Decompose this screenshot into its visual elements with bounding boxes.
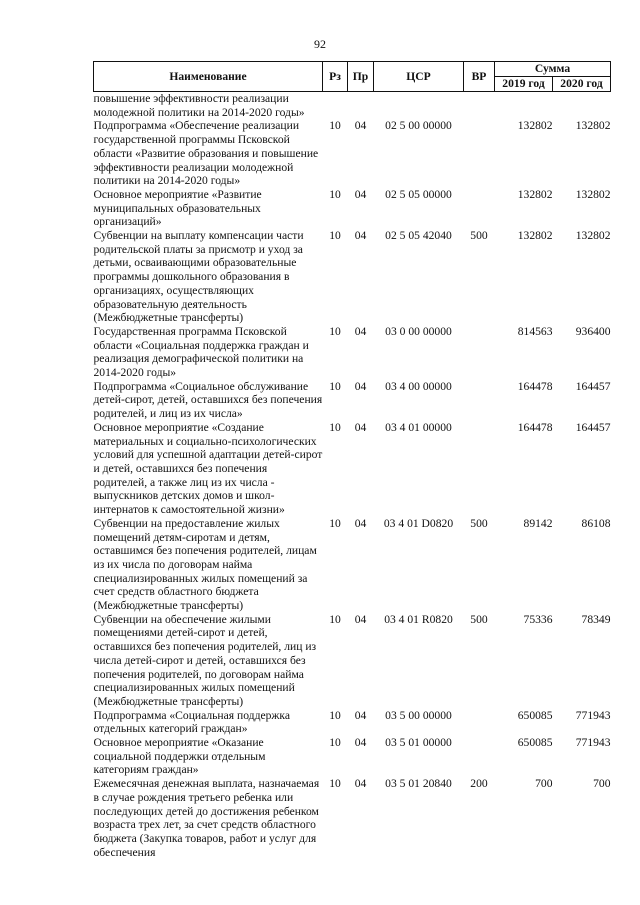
table-row [94, 325, 611, 380]
row-vr [464, 421, 495, 517]
row-vr: 500 [470, 516, 488, 530]
row-sum-2019: 700 [535, 777, 553, 791]
row-sum-2020: 132802 [575, 229, 611, 243]
table-body [94, 92, 611, 860]
table-row [94, 777, 611, 859]
row-rz [323, 92, 348, 120]
row-csr: 03 5 00 00000 [385, 708, 452, 722]
row-vr: 500 [470, 229, 488, 243]
row-vr [464, 736, 495, 777]
row-sum-2019: 650085 [517, 736, 553, 750]
header-vr: ВР [464, 62, 495, 92]
header-rz: Рз [323, 62, 348, 92]
row-sum-2019: 132802 [517, 187, 553, 201]
row-rz: 10 [329, 777, 341, 791]
row-sum-2020: 700 [593, 777, 611, 791]
row-csr: 02 5 05 00000 [385, 187, 452, 201]
row-sum-2020: 771943 [575, 736, 611, 750]
table-row [94, 709, 611, 736]
row-rz: 10 [329, 187, 341, 201]
row-pr: 04 [354, 379, 367, 393]
row-name: повышение эффективности реализации молодежной политики на 2014-2020 годы» [93, 92, 305, 119]
row-sum-2020: 164457 [575, 379, 611, 393]
row-vr [464, 92, 495, 120]
header-sum: Сумма [495, 62, 611, 77]
row-name: Субвенции на выплату компенсации части родительской платы за присмотр и уход за детьми, осваивающими образовательные программы дошкольного образования в организациях, осуществляющих образовательную деятельность (Межбюджетные трансферты) [93, 229, 304, 325]
row-csr: 02 5 00 00000 [385, 119, 452, 133]
row-pr: 04 [354, 516, 367, 530]
table-row [94, 380, 611, 421]
table-row [94, 517, 611, 613]
row-sum-2020: 78349 [581, 612, 611, 626]
row-csr: 03 4 01 R0820 [384, 612, 453, 626]
row-sum-2019: 132802 [517, 119, 553, 133]
row-name: Государственная программа Псковской области «Социальная поддержка граждан и реализация демографической политики на 2014-2020 годы» [93, 324, 309, 380]
row-rz: 10 [329, 229, 341, 243]
row-sum-2020 [553, 92, 611, 120]
row-name: Основное мероприятие «Создание материальных и социально-психологических условий для успешной адаптации детей-сирот и детей, оставшихся без попечения родителей, а также лиц из их числа - выпускников детских домов и школ-интернатов к самостоятельной жизни» [93, 420, 323, 517]
table-row [94, 188, 611, 229]
row-sum-2020: 132802 [575, 119, 611, 133]
row-rz: 10 [329, 379, 341, 393]
table-header [94, 62, 611, 92]
row-csr: 03 4 01 00000 [385, 420, 452, 434]
row-vr [464, 119, 495, 188]
row-sum-2019: 164478 [517, 379, 553, 393]
row-rz: 10 [329, 324, 341, 338]
row-rz: 10 [329, 612, 341, 626]
row-pr: 04 [354, 119, 367, 133]
row-rz: 10 [329, 708, 341, 722]
row-vr [464, 380, 495, 421]
row-sum-2020: 86108 [581, 516, 611, 530]
header-csr: ЦСР [374, 62, 464, 92]
table-row [94, 613, 611, 709]
row-name: Ежемесячная денежная выплата, назначаемая в случае рождения третьего ребенка или последующих детей до достижения ребенком возраста трех лет, за счет средств областного бюджета (Закупка товаров, работ и услуг для обеспечения [93, 777, 320, 859]
table-row [94, 92, 611, 120]
row-csr [374, 92, 464, 120]
row-name: Субвенции на обеспечение жилыми помещениями детей-сирот и детей, оставшихся без попечения родителей, лиц из числа детей-сирот и детей, оставшихся без попечения родителей, по договорам найма специализированных жилых помещений (Межбюджетные трансферты) [93, 612, 317, 708]
row-sum-2019: 164478 [517, 420, 553, 434]
row-name: Подпрограмма «Социальное обслуживание детей-сирот, детей, оставшихся без попечения родителей, и лиц из их числа» [93, 379, 323, 421]
table-row [94, 421, 611, 517]
budget-table [93, 61, 611, 859]
row-pr: 04 [354, 777, 367, 791]
row-pr [348, 92, 374, 120]
row-csr: 03 4 01 D0820 [383, 516, 454, 530]
row-sum-2020: 164457 [575, 420, 611, 434]
row-pr: 04 [354, 187, 367, 201]
header-year-2020: 2020 год [553, 77, 611, 92]
row-sum-2019: 132802 [517, 229, 553, 243]
row-name: Основное мероприятие «Развитие муниципальных образовательных организаций» [93, 187, 262, 229]
table-row [94, 736, 611, 777]
row-vr [464, 188, 495, 229]
row-sum-2019: 650085 [517, 708, 553, 722]
row-vr [464, 709, 495, 736]
row-name: Субвенции на предоставление жилых помещений детям-сиротам и детям, оставшимся без попечения родителей, лицам из их числа по договорам найма специализированных жилых помещений за счет средств областного бюджета (Межбюджетные трансферты) [93, 516, 317, 613]
row-pr: 04 [354, 736, 367, 750]
row-sum-2020: 132802 [575, 187, 611, 201]
row-rz: 10 [329, 736, 341, 750]
header-year-2019: 2019 год [495, 77, 553, 92]
row-vr [464, 325, 495, 380]
row-csr: 03 0 00 00000 [385, 324, 452, 338]
row-sum-2019: 89142 [523, 516, 553, 530]
row-sum-2019: 75336 [523, 612, 553, 626]
row-pr: 04 [354, 708, 367, 722]
row-name: Подпрограмма «Социальная поддержка отдельных категорий граждан» [93, 708, 291, 736]
row-vr: 500 [470, 612, 488, 626]
row-sum-2020: 771943 [575, 708, 611, 722]
row-sum-2019 [495, 92, 553, 120]
row-pr: 04 [354, 229, 367, 243]
row-rz: 10 [329, 516, 341, 530]
row-name: Основное мероприятие «Оказание социальной поддержки отдельным категориям граждан» [93, 736, 266, 777]
row-sum-2019: 814563 [517, 324, 553, 338]
row-name: Подпрограмма «Обеспечение реализации государственной программы Псковской области «Развитие образования и повышение эффективности реализации молодежной политики на 2014-2020 годы» [93, 119, 319, 188]
row-pr: 04 [354, 324, 367, 338]
row-rz: 10 [329, 119, 341, 133]
row-csr: 03 5 01 00000 [385, 736, 452, 750]
row-pr: 04 [354, 420, 367, 434]
row-vr: 200 [470, 777, 488, 791]
row-csr: 02 5 05 42040 [385, 229, 452, 243]
table-row [94, 119, 611, 188]
page-number: 92 [314, 37, 326, 51]
header-pr: Пр [348, 62, 374, 92]
row-sum-2020: 936400 [575, 324, 611, 338]
row-pr: 04 [354, 612, 367, 626]
row-rz: 10 [329, 420, 341, 434]
row-csr: 03 4 00 00000 [385, 379, 452, 393]
table-row [94, 229, 611, 325]
header-name: Наименование [94, 62, 323, 92]
row-csr: 03 5 01 20840 [385, 777, 452, 791]
